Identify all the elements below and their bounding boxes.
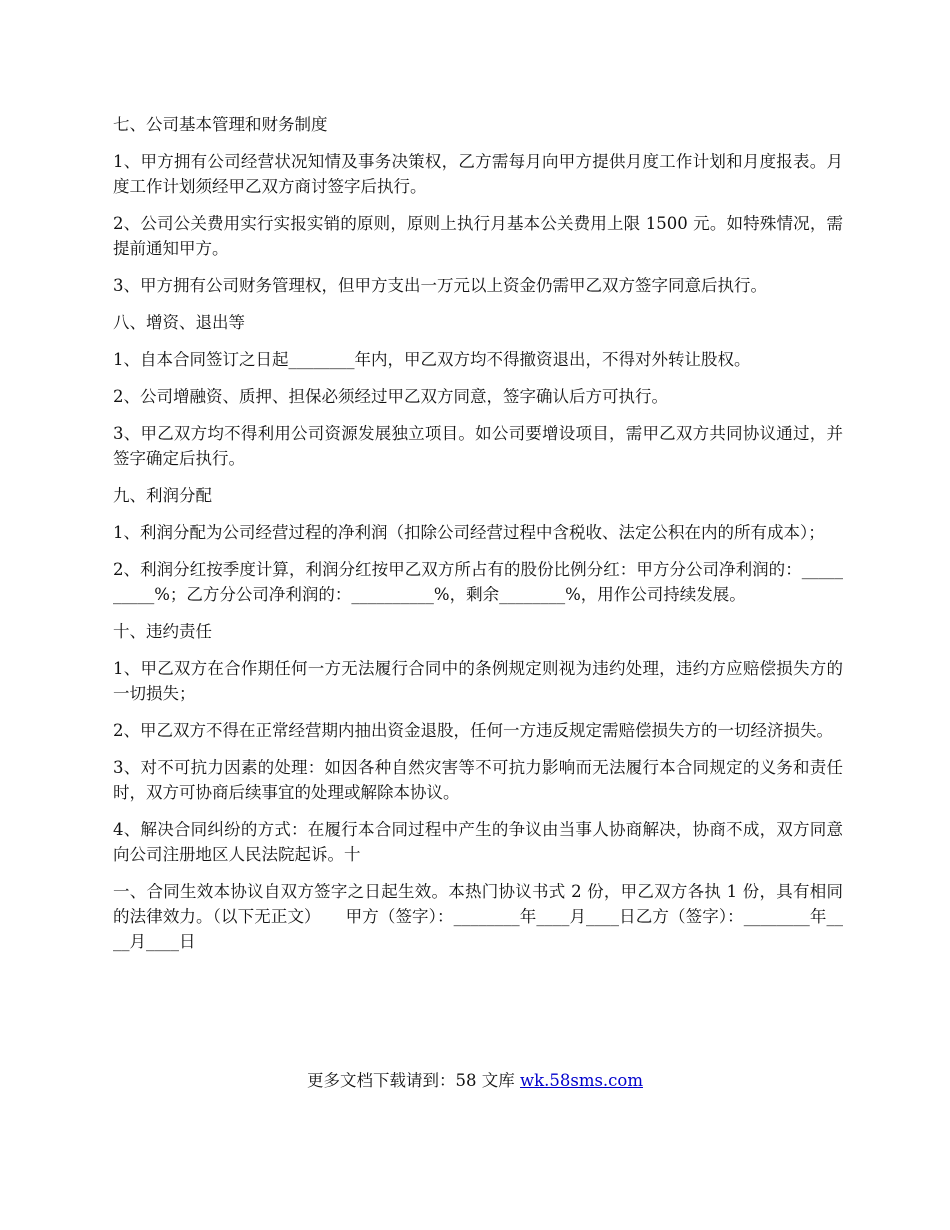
paragraph: 3、对不可抗力因素的处理：如因各种自然灾害等不可抗力影响而无法履行本合同规定的义务和责任时，双方可协商后续事宜的处理或解除本协议。 <box>113 758 843 802</box>
paragraph: 4、解决合同纠纷的方式：在履行本合同过程中产生的争议由当事人协商解决，协商不成，双方同意向公司注册地区人民法院起诉。十 <box>113 820 843 864</box>
footer-text: 更多文档下载请到：58 文库 <box>306 1071 520 1090</box>
section-heading-8: 八、增资、退出等 <box>113 313 245 332</box>
paragraph: 2、公司增融资、质押、担保必须经过甲乙双方同意，签字确认后方可执行。 <box>113 387 668 406</box>
paragraph: 2、甲乙双方不得在正常经营期内抽出资金退股，任何一方违反规定需赔偿损失方的一切经济损失。 <box>113 721 833 740</box>
paragraph: 1、甲方拥有公司经营状况知情及事务决策权，乙方需每月向甲方提供月度工作计划和月度报表。月度工作计划须经甲乙双方商讨签字后执行。 <box>113 152 843 196</box>
paragraph: 3、甲方拥有公司财务管理权，但甲方支出一万元以上资金仍需甲乙双方签字同意后执行。 <box>113 276 767 295</box>
paragraph: 一、合同生效本协议自双方签字之日起生效。本热门协议书式 2 份，甲乙双方各执 1 份，具有相同的法律效力。（以下无正文） 甲方（签字）：________年____月____日乙方（签字）：________年____月____日 <box>113 882 843 951</box>
section-heading-7: 七、公司基本管理和财务制度 <box>113 115 328 134</box>
paragraph: 3、甲乙双方均不得利用公司资源发展独立项目。如公司要增设项目，需甲乙双方共同协议通过，并签字确定后执行。 <box>113 424 843 468</box>
paragraph: 2、利润分红按季度计算，利润分红按甲乙双方所占有的股份比例分红：甲方分公司净利润的：__________%；乙方分公司净利润的：__________%，剩余________%，用作公司持续发展。 <box>113 560 843 604</box>
paragraph: 1、利润分配为公司经营过程的净利润（扣除公司经营过程中含税收、法定公积在内的所有成本）； <box>113 523 825 542</box>
footer-link[interactable]: wk.58sms.com <box>519 1071 643 1090</box>
document-body <box>113 112 843 966</box>
section-heading-10: 十、违约责任 <box>113 622 212 641</box>
section-heading-9: 九、利润分配 <box>113 486 212 505</box>
paragraph: 2、公司公关费用实行实报实销的原则，原则上执行月基本公关费用上限 1500 元。如特殊情况，需提前通知甲方。 <box>113 214 843 258</box>
paragraph: 1、甲乙双方在合作期任何一方无法履行合同中的条例规定则视为违约处理，违约方应赔偿损失方的一切损失； <box>113 659 843 703</box>
paragraph: 1、自本合同签订之日起________年内，甲乙双方均不得撤资退出，不得对外转让股权。 <box>113 350 751 369</box>
footer <box>0 1070 950 1092</box>
